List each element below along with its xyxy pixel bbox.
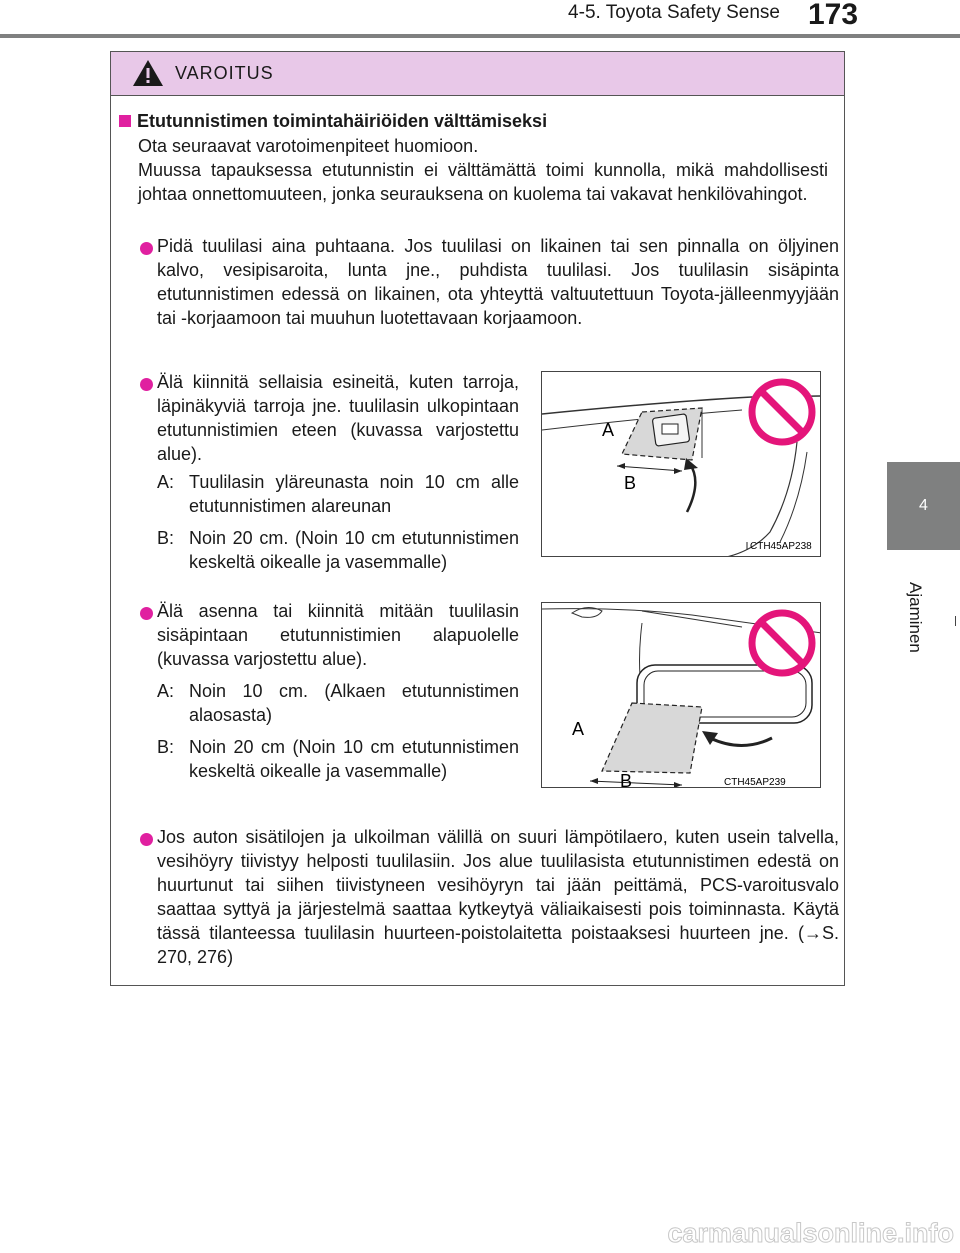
item-b-key: B:	[157, 737, 175, 757]
figure-code: CTH45AP239	[724, 777, 786, 788]
warning-label: VAROITUS	[175, 63, 274, 83]
warning-header	[111, 52, 844, 96]
item-b-text: Noin 20 cm. (Noin 10 cm etutunnistimen keskeltä oikealle ja vasemmalle)	[189, 528, 519, 572]
square-bullet-icon	[119, 115, 131, 127]
intro-line-1: Ota seuraavat varotoimenpiteet huomioon.	[138, 136, 479, 156]
figure-code: CTH45AP238	[750, 541, 812, 552]
item-a-text: Tuulilasin yläreunasta noin 10 cm alle etutunnistimen alareunan	[189, 472, 519, 516]
watermark-text: carmanualsonline.info	[667, 1218, 954, 1248]
section-heading	[119, 111, 547, 132]
bullet-dot-icon	[140, 607, 153, 620]
figure-windshield-exterior	[541, 371, 821, 557]
item-a-text: Noin 10 cm. (Alkaen etutunnistimen alaosasta)	[189, 681, 519, 725]
figure-windshield-interior	[541, 602, 821, 788]
heading-text: Etutunnistimen toimintahäiriöiden välttämiseksi	[137, 111, 548, 131]
label-a: A	[572, 719, 585, 739]
page-reference[interactable]: S. 270, 276)	[157, 923, 839, 967]
bullet-no-stickers: Älä kiinnitä sellaisia esineitä, kuten tarroja, läpinäkyviä tarroja jne. tuulilasin ulkopintaan etutunnistimien eteen (kuvassa varjostettu alue).	[157, 372, 519, 464]
watermark	[576, 1210, 956, 1250]
bullet-condensation	[157, 825, 839, 969]
chapter-label	[892, 552, 958, 712]
arrow-ref-icon: →	[803, 923, 822, 943]
warning-triangle-icon	[131, 58, 165, 88]
chapter-tab[interactable]: 4	[887, 462, 960, 550]
label-b: B	[624, 473, 637, 493]
item-b-text: Noin 20 cm (Noin 10 cm etutunnistimen keskeltä oikealle ja vasemmalle)	[189, 737, 519, 781]
bullet-dot-icon	[140, 378, 153, 391]
windshield-interior-illustration	[542, 603, 821, 788]
item-b-key: B:	[157, 528, 175, 548]
label-a: A	[602, 420, 615, 440]
item-a-key: A:	[157, 681, 175, 701]
item-a-key: A:	[157, 472, 175, 492]
intro-line-2: Muussa tapauksessa etutunnistin ei välttämättä toimi kunnolla, mikä mahdollisesti johtaa onnettomuuteen, jonka seurauksena on kuolema tai vakavat henkilövahingot.	[138, 160, 828, 204]
warning-box	[110, 51, 845, 986]
bullet-clean-windshield: Pidä tuulilasi aina puhtaana. Jos tuulilasi on likainen tai sen pinnalla on öljyinen kalvo, vesipisaroita, lunta jne., puhdista tuulilasi. Jos tuulilasin sisäpinta etutunnistimen edessä on likainen, ota yhteyttä valtuutettuun Toyota-jälleenmyyjään tai -korjaamoon tai muuhun luotettavaan korjaamoon.	[157, 236, 839, 328]
chapter-name: Ajaminen	[906, 582, 925, 653]
windshield-exterior-illustration	[542, 372, 821, 557]
bullet-no-interior-objects: Älä asenna tai kiinnitä mitään tuulilasin sisäpintaan etutunnistimien alapuolelle (kuvassa varjostettu alue).	[157, 601, 519, 669]
label-b: B	[620, 771, 633, 788]
section-title: 4-5. Toyota Safety Sense	[568, 2, 780, 23]
page-number: 173	[807, 0, 859, 31]
condensation-text: Jos auton sisätilojen ja ulkoilman välillä on suuri lämpötilaero, kuten usein talvella, vesihöyry tiivistyy helposti tuulilasiin. Jos alue tuulilasista etutunnistimen edestä on huurtunut tai siihen tiivistyneen vesihöyryn tai jään peittämä, PCS-varoitusvalo saattaa syttyä ja järjestelmä saattaa kytkeytyä väliaikaisesti pois toiminnasta. Käytä tässä tilanteessa tuulilasin huurteen-poistolaitetta poistaaksesi huurteen jne. (	[157, 827, 839, 943]
bullet-dot-icon	[140, 242, 153, 255]
side-dash	[955, 616, 956, 626]
header-rule	[0, 34, 960, 38]
bullet-dot-icon	[140, 833, 153, 846]
